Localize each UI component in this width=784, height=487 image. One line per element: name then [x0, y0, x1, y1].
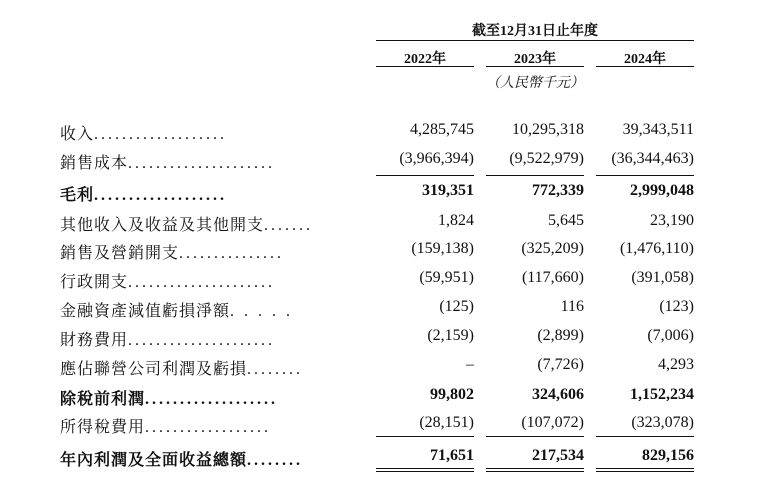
leader-dots: ...............: [179, 245, 285, 262]
leader-dots: ...................: [94, 126, 228, 143]
value-2022: (2,159): [427, 327, 474, 344]
value-2023: (325,209): [521, 240, 584, 257]
value-2023: (117,660): [521, 269, 584, 286]
year-2023-rule: [486, 66, 584, 67]
leader-dots: ...................: [145, 391, 279, 408]
total-double-rule-2022-a: [376, 468, 474, 469]
value-2024: 829,156: [642, 447, 694, 464]
row-label: [60, 447, 303, 470]
subtotal-rule-2023: [486, 175, 584, 176]
value-2023: 10,295,318: [512, 121, 584, 138]
value-2024: (123): [659, 298, 694, 315]
value-2022: –: [466, 356, 474, 373]
header-rule: [376, 40, 694, 41]
value-2024: 1,152,234: [630, 386, 694, 403]
year-2024-header: 2024年: [624, 52, 666, 67]
leader-dots: ........: [247, 361, 304, 378]
value-2022: (159,138): [411, 240, 474, 257]
leader-dots: ........: [247, 452, 304, 469]
year-2024-rule: [596, 66, 694, 67]
total-double-rule-2024-b: [596, 471, 694, 472]
value-2023: 217,534: [532, 447, 584, 464]
leader-dots: .......: [264, 217, 314, 234]
row-label: [60, 327, 275, 350]
leader-dots: ..................: [145, 419, 272, 436]
value-2022: 4,285,745: [410, 121, 474, 138]
value-2024: 2,999,048: [630, 182, 694, 199]
total-double-rule-2022-b: [376, 471, 474, 472]
row-label: [60, 182, 227, 205]
leader-dots: ...................: [94, 187, 228, 204]
row-label-text: 收入: [60, 126, 95, 143]
row-label: [60, 150, 275, 173]
value-2022: (3,966,394): [399, 150, 474, 167]
row-label-text: 銷售成本: [60, 155, 129, 172]
value-2024: (391,058): [631, 269, 694, 286]
year-2022-rule: [376, 66, 474, 67]
row-label-text: 行政開支: [60, 274, 129, 291]
value-2022: (28,151): [419, 414, 474, 431]
row-label: [60, 269, 275, 292]
year-2023-header: 2023年: [514, 52, 556, 67]
row-label-text: 所得稅費用: [60, 419, 146, 436]
row-label-text: 毛利: [60, 187, 95, 204]
row-label: [60, 356, 303, 379]
row-label: [60, 386, 278, 409]
row-label-text: 財務費用: [60, 332, 129, 349]
value-2024: (36,344,463): [611, 150, 694, 167]
value-2024: 23,190: [650, 212, 694, 229]
row-label-text: 其他收入及收益及其他開支: [60, 217, 265, 234]
subtotal-rule-2022-b: [376, 436, 474, 437]
value-2023: (2,899): [537, 327, 584, 344]
leader-dots: .....................: [128, 274, 276, 291]
value-2022: 1,824: [438, 212, 474, 229]
value-2023: 5,645: [548, 212, 584, 229]
row-label-text: 金融資產減值虧損淨額: [60, 303, 231, 320]
total-double-rule-2023-b: [486, 471, 584, 472]
row-label: [60, 240, 284, 263]
unit-label: （人民幣千元）: [486, 76, 584, 91]
value-2022: 71,651: [430, 447, 474, 464]
row-label: [60, 121, 227, 144]
leader-dots: .....................: [128, 332, 276, 349]
year-2022-header: 2022年: [404, 52, 446, 67]
value-2023: 324,606: [532, 386, 584, 403]
total-double-rule-2023-a: [486, 468, 584, 469]
value-2023: (9,522,979): [509, 150, 584, 167]
period-header: 截至12月31日止年度: [472, 24, 598, 39]
value-2024: 39,343,511: [622, 121, 694, 138]
row-label: [60, 212, 313, 235]
value-2024: (323,078): [631, 414, 694, 431]
row-label: [60, 414, 271, 437]
row-label-text: 年內利潤及全面收益總額: [60, 452, 248, 469]
leader-dots: . . . . .: [230, 303, 294, 320]
row-label: [60, 298, 293, 321]
value-2022: 99,802: [430, 386, 474, 403]
leader-dots: .....................: [128, 155, 276, 172]
value-2024: (1,476,110): [619, 240, 694, 257]
row-label-text: 除稅前利潤: [60, 391, 146, 408]
value-2023: (107,072): [521, 414, 584, 431]
subtotal-rule-2023-b: [486, 436, 584, 437]
value-2024: (7,006): [647, 327, 694, 344]
value-2023: 116: [560, 298, 584, 315]
subtotal-rule-2024: [596, 175, 694, 176]
value-2024: 4,293: [658, 356, 694, 373]
row-label-text: 銷售及營銷開支: [60, 245, 180, 262]
total-double-rule-2024-a: [596, 468, 694, 469]
subtotal-rule-2022: [376, 175, 474, 176]
row-label-text: 應佔聯營公司利潤及虧損: [60, 361, 248, 378]
value-2022: (125): [439, 298, 474, 315]
value-2022: 319,351: [422, 182, 474, 199]
value-2022: (59,951): [419, 269, 474, 286]
subtotal-rule-2024-b: [596, 436, 694, 437]
value-2023: 772,339: [532, 182, 584, 199]
value-2023: (7,726): [537, 356, 584, 373]
